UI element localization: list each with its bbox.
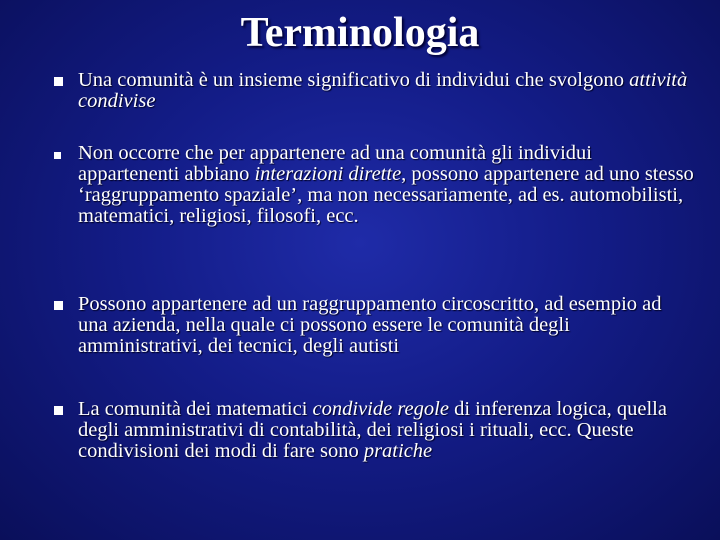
slide-title: Terminologia <box>240 10 480 56</box>
bullet-item <box>54 143 694 227</box>
bullet-text-italic: pratiche <box>363 440 433 462</box>
bullet-text-span: Possono appartenere ad un raggruppamento circoscritto, ad esempio ad una azienda, nella quale ci possono essere le comunità degli amministrativi, dei tecnici, degli autisti <box>78 293 662 357</box>
bullet-text <box>78 294 694 357</box>
square-bullet-icon <box>54 301 63 310</box>
bullet-text-italic: interazioni dirette <box>254 163 402 185</box>
bullet-text-span: di inferenza logica, quella degli amministrativi di contabilità, dei religiosi i rituali, ecc. Queste condivisioni dei modi di fare sono <box>78 398 667 462</box>
bullet-text-span: Una comunità è un insieme significativo di individui che svolgono <box>78 69 630 91</box>
bullet-text-italic: condivide regole <box>312 398 449 420</box>
bullet-text-span: Non occorre che per appartenere ad una comunità gli individui appartenenti abbiano <box>78 142 593 185</box>
bullet-text-span: La comunità dei matematici <box>78 398 313 420</box>
bullet-item <box>54 294 694 357</box>
bullet-text <box>78 399 694 462</box>
bullet-text-span: , possono appartenere ad uno stesso ‘raggruppamento spaziale’, ma non necessariamente, ad es. automobilisti, matematici, religiosi, filosofi, ecc. <box>78 163 694 227</box>
bullet-text <box>78 143 694 227</box>
bullet-item <box>54 399 694 462</box>
bullet-item <box>54 70 694 112</box>
bullet-text <box>78 70 694 112</box>
square-bullet-icon <box>54 152 61 159</box>
square-bullet-icon <box>54 406 63 415</box>
square-bullet-icon <box>54 77 63 86</box>
bullet-text-italic: attività condivise <box>78 69 688 112</box>
